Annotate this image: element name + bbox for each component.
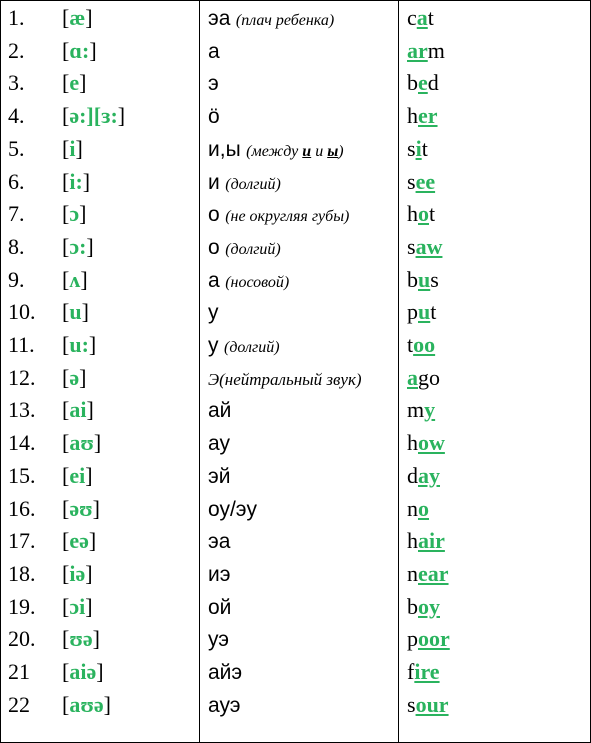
row-number: 2.: [8, 37, 25, 63]
example-word-cell: hot: [407, 201, 436, 227]
russian-approximation: и,ы: [208, 137, 241, 161]
example-word-cell: bed: [407, 70, 439, 96]
row-number: 18.: [8, 560, 36, 586]
row-number: 10.: [8, 299, 36, 325]
ipa-symbol: aʊ: [69, 430, 94, 456]
ipa-cell: [ə]: [62, 364, 87, 390]
ipa-symbol: i: [69, 135, 76, 161]
example-word-cell: see: [407, 168, 436, 194]
russian-approximation-cell: [208, 460, 230, 494]
example-word-highlight: ear: [418, 560, 449, 586]
russian-approximation-cell: [208, 264, 289, 300]
table-border-top: [0, 0, 591, 1]
row-number: 4.: [8, 103, 25, 129]
ipa-cell: [aʊ]: [62, 430, 102, 456]
example-word-highlight: oor: [418, 626, 450, 652]
row-number: 12.: [8, 364, 36, 390]
ipa-symbol: ai: [69, 397, 87, 423]
ipa-symbol: ʊə: [69, 626, 93, 652]
russian-approximation-cell: [208, 689, 240, 723]
russian-approximation: э: [208, 72, 219, 96]
example-word-highlight: ee: [415, 168, 436, 194]
russian-approximation: и: [208, 170, 220, 194]
ipa-cell: [u]: [62, 299, 89, 325]
ipa-cell: [aʊə]: [62, 691, 111, 717]
russian-approximation: ой: [208, 595, 232, 619]
example-word-cell: day: [407, 462, 440, 488]
table-row: [0, 493, 591, 526]
table-row: [0, 689, 591, 722]
ipa-cell: [ʌ]: [62, 266, 88, 292]
table-row: [0, 231, 591, 264]
table-row: [0, 656, 591, 689]
russian-approximation-cell: [208, 362, 362, 397]
ipa-cell: [ʊə]: [62, 626, 100, 652]
example-word-highlight: y: [424, 397, 436, 423]
russian-approximation-cell: [208, 558, 230, 592]
russian-approximation: а: [208, 39, 220, 63]
russian-approximation: иэ: [208, 562, 231, 586]
russian-approximation-cell: [208, 2, 334, 38]
example-word-cell: poor: [407, 626, 450, 652]
russian-note: (долгий): [225, 240, 281, 258]
table-row: [0, 296, 591, 329]
ipa-cell: [əʊ]: [62, 495, 100, 521]
table-row: [0, 67, 591, 100]
example-word-highlight: air: [418, 528, 445, 554]
russian-approximation: эа: [208, 530, 231, 554]
example-word-highlight: o: [418, 201, 429, 227]
example-word-cell: ago: [407, 364, 440, 390]
example-word-cell: near: [407, 560, 449, 586]
russian-note: (не округляя губы): [225, 208, 350, 226]
russian-approximation-cell: [208, 623, 229, 657]
ipa-cell: [ai]: [62, 397, 94, 423]
russian-note: (долгий): [225, 175, 281, 193]
row-number: 19.: [8, 593, 36, 619]
row-number: 20.: [8, 626, 36, 652]
table-row: [0, 362, 591, 395]
example-word-highlight: a: [416, 5, 428, 30]
ipa-cell: [i:]: [62, 168, 91, 194]
russian-approximation-cell: [208, 35, 220, 69]
russian-approximation-cell: [208, 296, 219, 330]
example-word-cell: bus: [407, 266, 439, 292]
russian-approximation: ö: [208, 105, 220, 129]
ipa-cell: [aiə]: [62, 659, 104, 684]
russian-note: (носовой): [225, 273, 290, 291]
table-row: [0, 427, 591, 460]
row-number: 16.: [8, 495, 36, 521]
ipa-symbol: æ: [69, 5, 86, 30]
example-word-cell: put: [407, 299, 437, 325]
ipa-symbol: ʌ: [69, 266, 81, 292]
table-row: [0, 198, 591, 231]
russian-approximation-cell: [208, 329, 280, 365]
row-number: 5.: [8, 135, 25, 161]
row-number: 6.: [8, 168, 25, 194]
ipa-symbol: i:: [69, 168, 83, 194]
example-word-highlight: u: [418, 299, 431, 325]
ipa-cell: [i]: [62, 135, 83, 161]
table-row: [0, 394, 591, 427]
example-word-highlight: i: [415, 135, 422, 161]
russian-approximation-cell: [208, 100, 220, 134]
example-word-cell: her: [407, 103, 438, 129]
example-word-highlight: oo: [413, 332, 436, 357]
russian-approximation: о: [208, 203, 220, 227]
ipa-cell: [iə]: [62, 560, 93, 586]
example-word-highlight: aw: [415, 233, 443, 259]
ipa-cell: [æ]: [62, 5, 93, 30]
example-word-highlight: u: [418, 266, 431, 292]
example-word-highlight: ay: [418, 462, 440, 488]
example-word-highlight: our: [415, 691, 449, 717]
russian-approximation: оу/эу: [208, 497, 257, 521]
ipa-symbol: ɑ:: [69, 37, 90, 63]
russian-note-emphasis: и: [302, 142, 312, 160]
example-word-cell: hair: [407, 528, 445, 554]
ipa-symbol: iə: [69, 560, 86, 586]
example-word-highlight: ire: [414, 659, 440, 684]
row-number: 8.: [8, 233, 25, 259]
russian-approximation-cell: [208, 591, 231, 625]
ipa-symbol: ei: [69, 462, 86, 488]
ipa-symbol: eə: [69, 528, 89, 554]
example-word-highlight: er: [418, 103, 438, 129]
ipa-symbol: u:: [69, 332, 89, 357]
ipa-cell: [ei]: [62, 462, 93, 488]
russian-approximation-cell: [208, 133, 344, 169]
russian-approximation-cell: [208, 198, 349, 234]
ipa-cell: [ɔ]: [62, 201, 87, 227]
example-word-cell: how: [407, 430, 445, 456]
ipa-symbol: ə:][ɜ:: [69, 103, 118, 129]
russian-approximation: уэ: [208, 628, 229, 652]
russian-approximation: эй: [208, 464, 231, 488]
russian-approximation-cell: [208, 656, 242, 690]
row-number: 1.: [8, 5, 25, 30]
ipa-symbol: ɔi: [69, 593, 86, 619]
table-row: [0, 264, 591, 297]
table-row: [0, 133, 591, 166]
ipa-symbol: aiə: [69, 659, 97, 684]
ipa-symbol: əʊ: [69, 495, 93, 521]
ipa-cell: [u:]: [62, 332, 97, 357]
russian-approximation: ау: [208, 432, 230, 456]
row-number: 14.: [8, 430, 36, 456]
example-word-highlight: ow: [418, 430, 445, 456]
example-word-cell: sit: [407, 135, 428, 161]
example-word-cell: sour: [407, 691, 449, 717]
table-row: [0, 558, 591, 591]
table-row: [0, 35, 591, 68]
example-word-cell: fire: [407, 659, 440, 684]
russian-approximation: эа: [208, 7, 231, 30]
table-row: [0, 591, 591, 624]
table-row: [0, 525, 591, 558]
russian-approximation: айэ: [208, 661, 243, 684]
ipa-symbol: u: [69, 299, 82, 325]
row-number: 22: [8, 691, 30, 717]
russian-note: (между и и ы): [246, 142, 344, 160]
ipa-symbol: ɔ: [69, 201, 80, 227]
russian-note: (плач ребенка): [235, 12, 335, 29]
row-number: 13.: [8, 397, 36, 423]
example-word-cell: arm: [407, 37, 445, 63]
example-word-cell: cat: [407, 5, 434, 30]
russian-approximation: у: [208, 334, 219, 357]
example-word-cell: saw: [407, 233, 443, 259]
table-row: [0, 100, 591, 133]
example-word-highlight: oy: [418, 593, 440, 619]
ipa-cell: [eə]: [62, 528, 97, 554]
ipa-symbol: e: [69, 70, 80, 96]
example-word-cell: no: [407, 495, 429, 521]
table-row: [0, 166, 591, 199]
example-word-highlight: a: [407, 364, 418, 390]
row-number: 7.: [8, 201, 25, 227]
table-row: [0, 623, 591, 656]
row-number: 3.: [8, 70, 25, 96]
ipa-cell: [e]: [62, 70, 87, 96]
russian-approximation: ай: [208, 399, 232, 423]
example-word-cell: my: [407, 397, 436, 423]
russian-approximation: а: [208, 268, 220, 292]
russian-approximation: Э(нейтральный звук): [208, 369, 362, 389]
ipa-symbol: ə: [69, 364, 80, 390]
row-number: 15.: [8, 462, 36, 488]
russian-approximation-cell: [208, 394, 231, 428]
ipa-cell: [ɔi]: [62, 593, 93, 619]
row-number: 17.: [8, 528, 36, 554]
russian-approximation: о: [208, 235, 220, 259]
russian-approximation-cell: [208, 493, 257, 527]
example-word-cell: boy: [407, 593, 440, 619]
russian-note-emphasis: ы: [327, 142, 339, 160]
ipa-cell: [ɔ:]: [62, 233, 94, 259]
russian-approximation-cell: [208, 67, 219, 101]
russian-approximation: у: [208, 301, 219, 325]
example-word-highlight: e: [418, 70, 428, 96]
ipa-cell: [ɑ:]: [62, 37, 97, 63]
russian-note: (долгий): [224, 339, 280, 356]
russian-approximation-cell: [208, 166, 281, 202]
russian-approximation-cell: [208, 231, 281, 267]
row-number: 21: [8, 659, 30, 684]
russian-approximation-cell: [208, 427, 230, 461]
table-row: [0, 460, 591, 493]
row-number: 9.: [8, 266, 25, 292]
ipa-cell: [ə:][ɜ:]: [62, 103, 126, 129]
table-row: [0, 2, 591, 35]
example-word-cell: too: [407, 332, 436, 357]
russian-approximation: ауэ: [208, 693, 241, 717]
ipa-symbol: ɔ:: [69, 233, 87, 259]
example-word-highlight: ar: [407, 37, 428, 63]
example-word-highlight: o: [418, 495, 429, 521]
ipa-symbol: aʊə: [69, 691, 104, 717]
table-row: [0, 329, 591, 362]
row-number: 11.: [8, 332, 35, 357]
russian-approximation-cell: [208, 525, 230, 559]
